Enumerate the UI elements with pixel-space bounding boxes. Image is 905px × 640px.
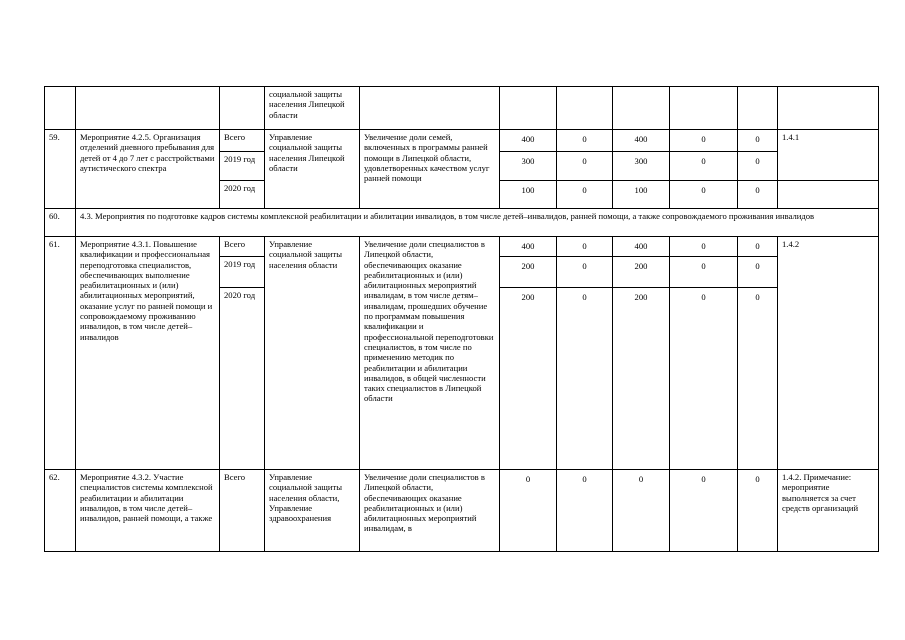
period-label: 2020 год xyxy=(220,181,265,209)
table-row-62 xyxy=(45,470,879,552)
reference: 1.4.2. Примечание: мероприятие выполняется за счет средств организаций xyxy=(778,470,879,552)
table-row-61 xyxy=(45,237,879,257)
value-federal: 0 xyxy=(557,237,613,257)
table-row-60 xyxy=(45,209,879,237)
value-local: 0 xyxy=(670,181,738,209)
period-label: 2019 год xyxy=(220,257,265,288)
value-other: 0 xyxy=(738,152,778,181)
value-total: 400 xyxy=(500,130,557,152)
period-label: 2019 год xyxy=(220,152,265,181)
value-local: 0 xyxy=(670,237,738,257)
cell-event xyxy=(76,87,220,130)
value-regional: 400 xyxy=(613,237,670,257)
value-total: 200 xyxy=(500,257,557,288)
cell-value xyxy=(738,87,778,130)
executor: Управление социальной защиты населения области, Управление здравоохранения xyxy=(265,470,360,552)
period-label: Всего xyxy=(220,130,265,152)
value-federal: 0 xyxy=(557,181,613,209)
row-number: 62. xyxy=(45,470,76,552)
value-local: 0 xyxy=(670,130,738,152)
value-total: 200 xyxy=(500,288,557,470)
value-regional: 400 xyxy=(613,130,670,152)
value-total: 100 xyxy=(500,181,557,209)
event-name: Мероприятие 4.3.1. Повышение квалификации и профессиональная переподготовка специалистов, обеспечивающих выполнение реабилитационных и (или) абилитационных мероприятий, оказание услуг по ранней помощи и сопровождаемому проживанию инвалидов, в том числе детей–инвалидов xyxy=(76,237,220,470)
indicator: Увеличение доли специалистов в Липецкой области, обеспечивающих оказание реабилитационных и (или) абилитационных мероприятий инвалидам, в том числе детям–инвалидам, прошедших обучение по программам повышения квалификации и профессиональной переподготовки специалистов, в том числе по применению методик по реабилитации и абилитации инвалидов, в общей численности таких специалистов в Липецкой области xyxy=(360,237,500,470)
value-regional: 300 xyxy=(613,152,670,181)
value-total: 0 xyxy=(500,470,557,552)
value-regional: 0 xyxy=(613,470,670,552)
value-total: 400 xyxy=(500,237,557,257)
period-label: Всего xyxy=(220,237,265,257)
reference: 1.4.2 xyxy=(778,237,879,470)
program-events-table xyxy=(44,86,879,552)
value-federal: 0 xyxy=(557,152,613,181)
table-row-59 xyxy=(45,130,879,152)
table-row-continuation xyxy=(45,87,879,130)
cell-num xyxy=(45,87,76,130)
section-heading: 4.3. Мероприятия по подготовке кадров системы комплексной реабилитации и абилитации инвалидов, в том числе детей–инвалидов, ранней помощи, а также сопровождаемого проживания инвалидов xyxy=(76,209,879,237)
value-regional: 200 xyxy=(613,288,670,470)
row-number: 59. xyxy=(45,130,76,209)
reference: 1.4.1 xyxy=(778,130,879,181)
value-local: 0 xyxy=(670,288,738,470)
value-federal: 0 xyxy=(557,257,613,288)
indicator: Увеличение доли специалистов в Липецкой области, обеспечивающих оказание реабилитационных и (или) абилитационных мероприятий инвалидам, в xyxy=(360,470,500,552)
value-other: 0 xyxy=(738,470,778,552)
period-label: 2020 год xyxy=(220,288,265,470)
cell-value xyxy=(670,87,738,130)
value-other: 0 xyxy=(738,288,778,470)
event-name: Мероприятие 4.3.2. Участие специалистов системы комплексной реабилитации и абилитации инвалидов, в том числе детей–инвалидов, ранней помощи, а также xyxy=(76,470,220,552)
event-name: Мероприятие 4.2.5. Организация отделений дневного пребывания для детей от 4 до 7 лет с расстройствами аутистического спектра xyxy=(76,130,220,209)
cell-ref xyxy=(778,87,879,130)
cell-indicator xyxy=(360,87,500,130)
row-number: 61. xyxy=(45,237,76,470)
executor: Управление социальной защиты населения области xyxy=(265,237,360,470)
cell-period xyxy=(220,87,265,130)
indicator: Увеличение доли семей, включенных в программы ранней помощи в Липецкой области, удовлетворенных качеством услуг ранней помощи xyxy=(360,130,500,209)
value-federal: 0 xyxy=(557,130,613,152)
cell-value xyxy=(557,87,613,130)
cell-value xyxy=(613,87,670,130)
value-local: 0 xyxy=(670,152,738,181)
value-other: 0 xyxy=(738,181,778,209)
value-local: 0 xyxy=(670,470,738,552)
value-local: 0 xyxy=(670,257,738,288)
cell-value xyxy=(500,87,557,130)
value-regional: 200 xyxy=(613,257,670,288)
value-regional: 100 xyxy=(613,181,670,209)
executor: Управление социальной защиты населения Липецкой области xyxy=(265,130,360,209)
value-other: 0 xyxy=(738,237,778,257)
reference-empty xyxy=(778,181,879,209)
row-number: 60. xyxy=(45,209,76,237)
value-total: 300 xyxy=(500,152,557,181)
value-other: 0 xyxy=(738,257,778,288)
value-federal: 0 xyxy=(557,288,613,470)
value-federal: 0 xyxy=(557,470,613,552)
period-label: Всего xyxy=(220,470,265,552)
cell-executor: социальной защиты населения Липецкой области xyxy=(265,87,360,130)
value-other: 0 xyxy=(738,130,778,152)
